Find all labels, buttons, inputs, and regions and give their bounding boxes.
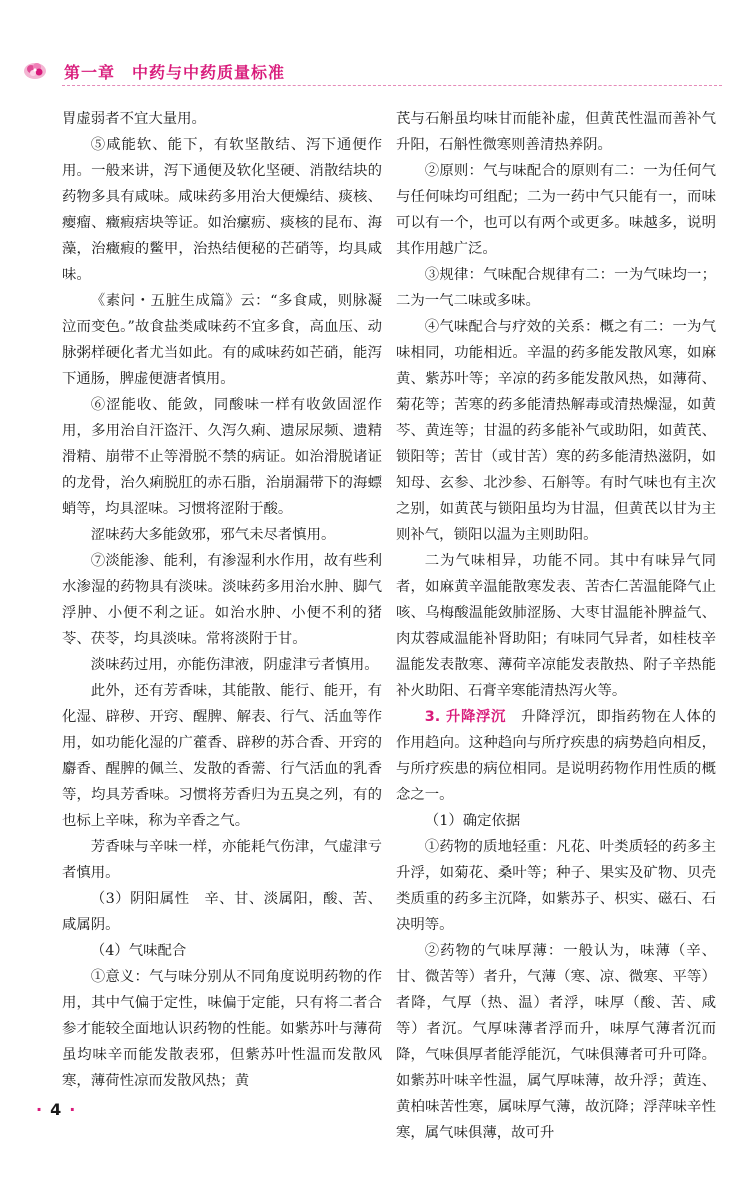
paragraph xyxy=(396,834,716,938)
page-header xyxy=(22,52,732,82)
paragraph xyxy=(396,158,716,262)
paragraph xyxy=(62,132,382,288)
paragraph-text: ⑤咸能软、能下，有软坚散结、泻下通便作用。一般来讲，泻下通便及软化坚硬、消散结块的药物多具有咸味。咸味药多用治大便燥结、痰核、瘿瘤、癥瘕痞块等证。如治瘰疬、痰核的昆布、海藻，治癥瘕的鳖甲，治热结便秘的芒硝等，均具咸味。 xyxy=(62,137,382,283)
section-heading: 3. 升降浮沉 xyxy=(424,709,507,725)
paragraph xyxy=(62,938,382,964)
paragraph-text: 淡味药过用，亦能伤津液，阴虚津亏者慎用。 xyxy=(90,657,379,673)
paragraph-text: （3）阴阳属性 辛、甘、淡属阳，酸、苦、咸属阴。 xyxy=(62,891,382,933)
paragraph xyxy=(62,106,382,132)
flower-logo-icon xyxy=(22,58,48,80)
paragraph xyxy=(62,834,382,886)
page-bullet-left: · xyxy=(36,1100,43,1119)
paragraph-text: 胃虚弱者不宜大量用。 xyxy=(62,111,206,127)
paragraph xyxy=(396,704,716,808)
paragraph-text: 涩味药大多能敛邪，邪气未尽者慎用。 xyxy=(90,527,336,543)
paragraph xyxy=(396,808,716,834)
header-divider xyxy=(62,85,722,86)
paragraph-text: （1）确定依据 xyxy=(424,813,521,829)
paragraph xyxy=(62,392,382,522)
paragraph xyxy=(62,288,382,392)
paragraph-text: ⑦淡能渗、能利，有渗湿利水作用，故有些利水渗湿的药物具有淡味。淡味药多用治水肿、脚气浮肿、小便不利之证。如治水肿、小便不利的猪苓、茯苓，均具淡味。常将淡附于甘。 xyxy=(62,553,382,647)
page-number-value: 4 xyxy=(50,1100,62,1119)
paragraph xyxy=(62,522,382,548)
paragraph xyxy=(62,652,382,678)
right-column xyxy=(396,106,716,1146)
paragraph-text: ②原则：气与味配合的原则有二：一为任何气与任何味均可组配；二为一药中气只能有一，而味可以有一个，也可以有两个或更多。味越多，说明其作用越广泛。 xyxy=(396,163,716,257)
paragraph-text: ④气味配合与疗效的关系：概之有二：一为气味相同，功能相近。辛温的药多能发散风寒，如麻黄、紫苏叶等；辛凉的药多能发散风热，如薄荷、菊花等；苦寒的药多能清热解毒或清热燥湿，如黄芩、黄连等；甘温的药多能补气或助阳，如黄芪、锁阳等；苦甘（或甘苦）寒的药多能清热滋阴，如知母、玄参、北沙参、石斛等。有时气味也有主次之别，如黄芪与锁阳虽均为甘温，但黄芪以甘为主则补气，锁阳以温为主则助阳。 xyxy=(396,319,716,543)
chapter-title: 第一章 中药与中药质量标准 xyxy=(64,63,286,82)
paragraph xyxy=(62,886,382,938)
paragraph-text: 《素问・五脏生成篇》云：“多食咸，则脉凝泣而变色。”故食盐类咸味药不宜多食，高血压、动脉粥样硬化者尤当如此。有的咸味药如芒硝，能泻下通肠，脾虚便溏者慎用。 xyxy=(62,293,382,387)
paragraph xyxy=(396,548,716,704)
paragraph-text: 二为气味相异，功能不同。其中有味异气同者，如麻黄辛温能散寒发表、苦杏仁苦温能降气止咳、乌梅酸温能敛肺涩肠、大枣甘温能补脾益气、肉苁蓉咸温能补肾助阳；有味同气异者，如桂枝辛温能发表散寒、薄荷辛凉能发表散热、附子辛热能补火助阳、石膏辛寒能清热泻火等。 xyxy=(396,553,716,699)
paragraph-text: 芳香味与辛味一样，亦能耗气伤津，气虚津亏者慎用。 xyxy=(62,839,382,881)
paragraph xyxy=(62,678,382,834)
paragraph-text: 芪与石斛虽均味甘而能补虚，但黄芪性温而善补气升阳，石斛性微寒则善清热养阴。 xyxy=(396,111,716,153)
paragraph-text: 此外，还有芳香味，其能散、能行、能开，有化湿、辟秽、开窍、醒脾、解表、行气、活血等作用，如功能化湿的广藿香、辟秽的苏合香、开窍的麝香、醒脾的佩兰、发散的香薷、行气活血的乳香等，均具芳香味。习惯将芳香归为五臭之列，有的也标上辛味，称为辛香之气。 xyxy=(62,683,382,829)
page-number xyxy=(28,1100,83,1119)
paragraph-text: ①意义：气与味分别从不同角度说明药物的作用，其中气偏于定性，味偏于定能，只有将二者合参才能较全面地认识药物的性能。如紫苏叶与薄荷虽均味辛而能发散表邪，但紫苏叶性温而发散风寒，薄荷性凉而发散风热；黄 xyxy=(62,969,382,1089)
paragraph-text: ⑥涩能收、能敛，同酸味一样有收敛固涩作用，多用治自汗盗汗、久泻久痢、遗尿尿频、遗精滑精、崩带不止等滑脱不禁的病证。如治滑脱诸证的龙骨，治久痢脱肛的赤石脂，治崩漏带下的海螵蛸等，均具涩味。习惯将涩附于酸。 xyxy=(62,397,382,517)
paragraph xyxy=(396,938,716,1146)
paragraph xyxy=(396,314,716,548)
paragraph xyxy=(396,106,716,158)
paragraph-text: （4）气味配合 xyxy=(90,943,187,959)
paragraph-text: ②药物的气味厚薄：一般认为，味薄（辛、甘、微苦等）者升，气薄（寒、凉、微寒、平等）者降，气厚（热、温）者浮，味厚（酸、苦、咸等）者沉。气厚味薄者浮而升，味厚气薄者沉而降，气味俱厚者能浮能沉，气味俱薄者可升可降。如紫苏叶味辛性温，属气厚味薄，故升浮；黄连、黄柏味苦性寒，属味厚气薄，故沉降；浮萍味辛性寒，属气味俱薄，故可升 xyxy=(396,943,716,1141)
left-column xyxy=(62,106,382,1094)
paragraph-text: 升降浮沉，即指药物在人体的作用趋向。这种趋向与所疗疾患的病势趋向相反，与所疗疾患的病位相同。是说明药物作用性质的概念之一。 xyxy=(396,709,716,803)
paragraph xyxy=(396,262,716,314)
paragraph xyxy=(62,964,382,1094)
paragraph-text: ③规律：气味配合规律有二：一为气味均一；二为一气二味或多味。 xyxy=(396,267,716,309)
page-bullet-right: · xyxy=(69,1100,76,1119)
paragraph xyxy=(62,548,382,652)
paragraph-text: ①药物的质地轻重：凡花、叶类质轻的药多主升浮，如菊花、桑叶等；种子、果实及矿物、贝壳类质重的药多主沉降，如紫苏子、枳实、磁石、石决明等。 xyxy=(396,839,716,933)
